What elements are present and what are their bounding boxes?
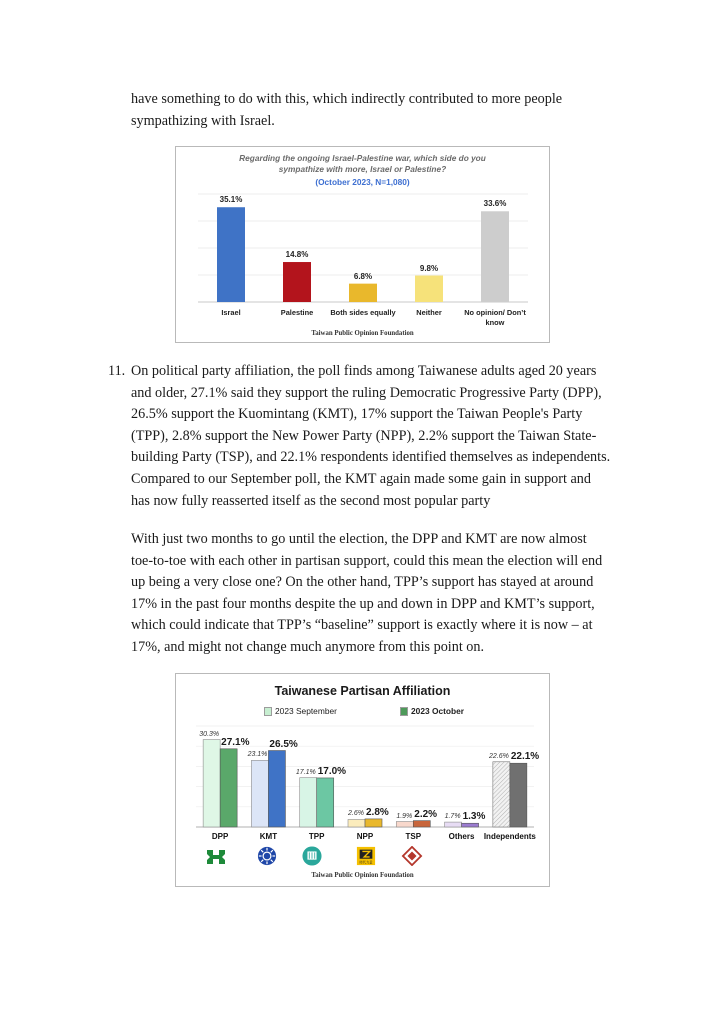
category-label: No opinion/ Don’t know xyxy=(464,308,526,327)
bar-october xyxy=(510,763,527,827)
bar-value-label-october: 26.5% xyxy=(269,738,298,750)
kmt-logo xyxy=(256,846,278,866)
bar xyxy=(283,262,311,302)
tpp-logo xyxy=(301,846,323,866)
npp-logo-text: 時代力量 xyxy=(359,860,373,865)
chart-source: Taiwan Public Opinion Foundation xyxy=(311,330,414,337)
bar-value-label-october: 2.2% xyxy=(414,808,438,820)
category-label: Both sides equally xyxy=(330,308,396,317)
bar-value-label-october: 27.1% xyxy=(221,736,250,748)
list-number: 11. xyxy=(108,363,126,379)
bar-value-label-september: 1.7% xyxy=(444,813,461,821)
bar-october xyxy=(413,821,430,827)
bar xyxy=(481,211,509,302)
category-label: TPP xyxy=(308,832,325,841)
bar-september xyxy=(203,740,220,827)
bar-value-label-september: 22.6% xyxy=(488,752,509,760)
chart-source: Taiwan Public Opinion Foundation xyxy=(311,872,414,879)
bar-september xyxy=(300,778,317,827)
followup-paragraph: With just two months to go until the election, the DPP and KMT are now almost toe-to-toe with each other in partisan support, could this mean the election will end up being a very close one? On the other hand, TPP’s support has stayed at around 17% in the past four months despite the up and down in DPP and KMT’s support, which could indicate that TPP’s “baseline” support is exactly where it is now – at 17%, and might not change much anymore from this point on. xyxy=(131,531,603,655)
bar-value-label: 14.8% xyxy=(285,250,309,260)
bar xyxy=(415,276,443,302)
tsp-logo xyxy=(401,846,423,866)
bar-value-label-october: 2.8% xyxy=(366,806,389,818)
bar xyxy=(349,284,377,302)
list-item-text: On political party affiliation, the poll finds among Taiwanese adults aged 20 years and older, 27.1% said they support the ruling Democratic Progressive Party (DPP), 26.5% support the Kuomintang (KMT), 17% support the Taiwan People's Party (TPP), 2.8% support the New Power Party (NPP), 2.2% support the Taiwan State-building Party (TSP), and 22.1% respondents identified themselves as independents. Compared to our September poll, the KMT again made some gain in support and has now fully reasserted itself as the second most popular party xyxy=(131,363,611,509)
bar-value-label-september: 17.1% xyxy=(295,768,316,776)
intro-paragraph: have something to do with this, which indirectly contributed to more people sympathizing with Israel. xyxy=(131,91,563,129)
category-label: DPP xyxy=(211,832,229,841)
bar-september xyxy=(348,819,365,827)
bar-october xyxy=(220,749,237,827)
bar-october xyxy=(268,751,285,827)
bar-value-label-october: 17.0% xyxy=(317,765,347,777)
bar-value-label-october: 1.3% xyxy=(462,811,486,823)
chart-title: Taiwanese Partisan Affiliation xyxy=(274,684,451,698)
npp-logo xyxy=(355,846,377,866)
chart-title-line2: sympathize with more, Israel or Palestine? xyxy=(278,164,447,174)
bar-value-label-october: 22.1% xyxy=(510,751,540,763)
category-label: Neither xyxy=(416,308,442,317)
bar-value-label: 9.8% xyxy=(419,263,439,273)
bar-october xyxy=(317,778,334,827)
chart-title-line1: Regarding the ongoing Israel-Palestine war, which side do you xyxy=(239,153,486,163)
category-label: Palestine xyxy=(280,308,314,317)
bar-value-label-september: 2.6% xyxy=(348,810,364,818)
category-label: Israel xyxy=(221,308,241,317)
bar xyxy=(217,207,245,302)
legend-label-october: 2023 October xyxy=(411,706,465,716)
category-label: KMT xyxy=(259,832,278,841)
legend-label-september: 2023 September xyxy=(275,706,337,716)
bar-value-label: 6.8% xyxy=(353,271,373,281)
category-label: TSP xyxy=(405,832,422,841)
bar-value-label: 35.1% xyxy=(219,195,243,205)
bar-october xyxy=(365,819,382,827)
dpp-logo xyxy=(205,847,227,867)
bar-september xyxy=(445,822,462,827)
partisan-affiliation-chart xyxy=(175,673,550,887)
bar-september xyxy=(396,822,413,827)
chart-subtitle: (October 2023, N=1,080) xyxy=(315,177,410,187)
bar-value-label-september: 1.9% xyxy=(396,812,413,820)
category-label: Independents xyxy=(483,832,536,841)
bar-october xyxy=(462,823,479,827)
category-label: Others xyxy=(448,832,475,841)
israel-palestine-chart xyxy=(175,146,550,343)
bar-value-label-september: 30.3% xyxy=(199,730,220,738)
bar-value-label: 33.6% xyxy=(483,199,507,209)
category-label: NPP xyxy=(356,832,374,841)
bar-september xyxy=(251,760,268,827)
bar-value-label-september: 23.1% xyxy=(247,751,268,759)
